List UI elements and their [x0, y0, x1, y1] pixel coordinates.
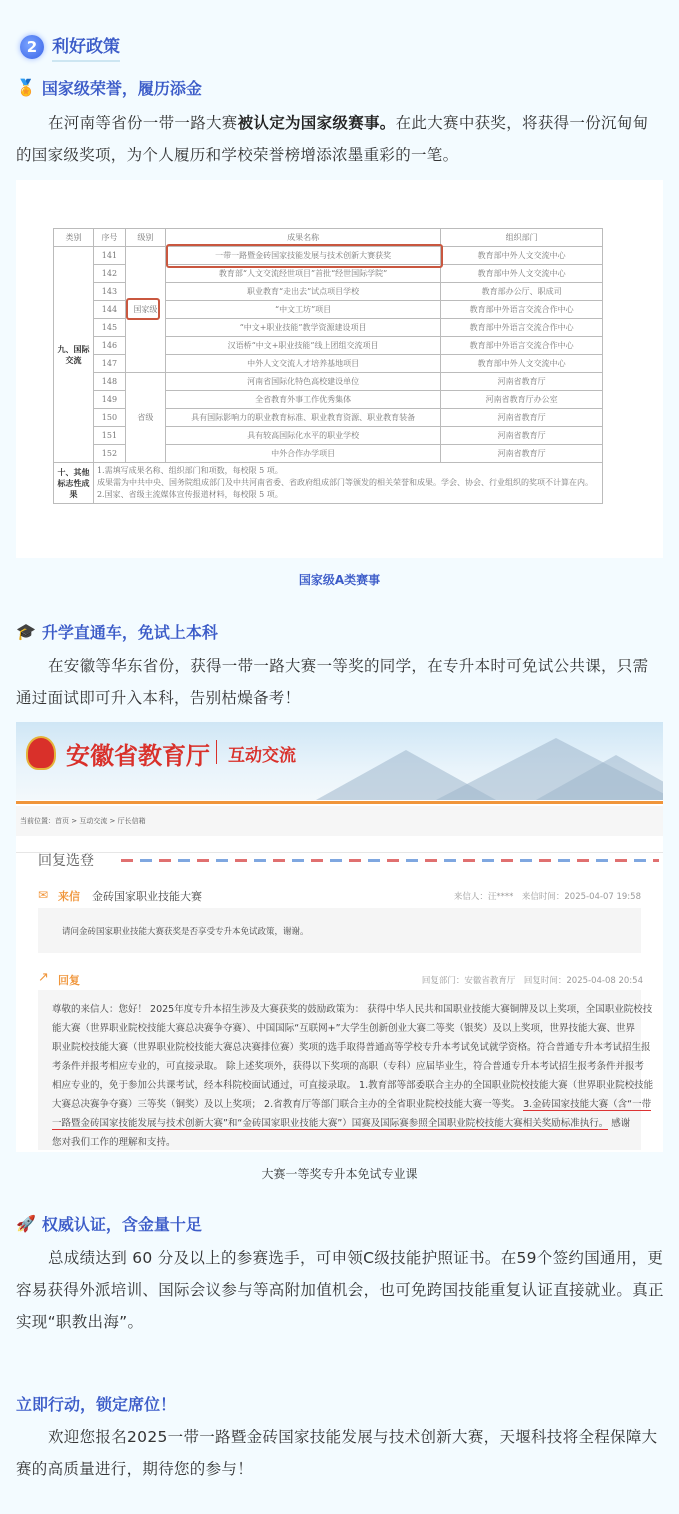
number-cell: 144: [93, 301, 125, 319]
org-cell: 河南省教育厅: [441, 445, 603, 463]
name-cell: 具有国际影响力的职业教育标准、职业教育资源、职业教育装备: [165, 409, 440, 427]
site-name: 安徽省教育厅: [66, 742, 210, 770]
caption-anhui: 大赛一等奖专升本免试专业课: [261, 1167, 418, 1181]
org-cell: 教育部中外语言交流合作中心: [441, 319, 603, 337]
org-cell: 教育部中外人文交流中心: [441, 265, 603, 283]
name-cell: 教育部“人文交流经世项目”首批“经世国际学院”: [165, 265, 440, 283]
number-cell: 143: [93, 283, 125, 301]
banner-divider: [16, 801, 663, 804]
graduation-cap-icon: 🎓: [16, 622, 36, 641]
national-emblem-icon: [26, 736, 56, 770]
name-cell: 全省教育外事工作优秀集体: [165, 391, 440, 409]
table-row: [54, 373, 603, 391]
medal-icon: 🏅: [16, 78, 36, 97]
name-cell: “中文+职业技能”教学资源建设项目: [165, 319, 440, 337]
org-cell: 教育部中外语言交流合作中心: [441, 301, 603, 319]
number-cell: 146: [93, 337, 125, 355]
org-cell: 河南省教育厅: [441, 427, 603, 445]
name-cell: 具有较高国际化水平的职业学校: [165, 427, 440, 445]
paragraph-national-honor: 在河南等省份一带一路大赛被认定为国家级赛事。在此大赛中获奖，将获得一份沉甸甸的国家级奖项，为个人履历和学校荣誉榜增添浓墨重彩的一笔。: [16, 114, 649, 164]
site-banner: [16, 722, 663, 800]
section-number-badge: 2: [20, 35, 44, 59]
name-cell: 一带一路暨金砖国家技能发展与技术创新大赛获奖: [165, 247, 440, 265]
table-header: 成果名称: [165, 229, 440, 247]
letter-meta: 来信人：汪**** 来信时间：2025-04-07 19:58: [453, 892, 641, 902]
table-header: 级别: [125, 229, 165, 247]
category-cell: 十、其他标志性成果: [54, 463, 94, 504]
national-list-image: [16, 180, 663, 558]
achievement-table: [53, 228, 603, 504]
heading-national-honor: 🏅 国家级荣誉，履历添金: [16, 78, 202, 98]
org-cell: 教育部办公厅、职成司: [441, 283, 603, 301]
breadcrumb: 当前位置：首页 > 互动交流 > 厅长信箱: [16, 806, 663, 836]
reply-label: 回复: [58, 974, 80, 987]
reply-section-title: 回复选登: [38, 853, 94, 869]
name-cell: 职业教育“走出去”试点项目学校: [165, 283, 440, 301]
number-cell: 151: [93, 427, 125, 445]
letter-label: 来信: [58, 890, 80, 903]
number-cell: 152: [93, 445, 125, 463]
name-cell: 汉语桥“中文+职业技能”线上团组交流项目: [165, 337, 440, 355]
reply-icon: ↗: [38, 970, 49, 985]
category-cell: 九、国际交流: [54, 247, 94, 463]
reply-body: 尊敬的来信人：您好！ 2025年度专升本招生涉及大赛获奖的鼓励政策为： 获得中华人民共和国职业技能大赛铜牌及以上奖项，全国职业院校技 能大赛（世界职业院校技能大赛总决赛争夺赛）、中国国际“互联网+”大学生创新创业大赛二等奖（银奖）及以上奖项，世界技能大赛、世界 职业院校技能大赛（世界职业院校技能大赛总决赛排位赛）奖项的选手取得普通高等学校专升本考试免试就学资格。符合普通专升本考试招生报 考条件并报考相应专业的，可直接录取。 除上述奖项外，获得以下奖项的高职（专科）应届毕业生，符合普通专升本考试招生报考条件并报考 相应专业的，免于参加公共课考试，经本科院校面试通过，可直接录取。 1.教育部等部委联合主办的全国职业院校技能大赛（世界职业院校技能 大赛总决赛争夺赛）三等奖（铜奖）及以上奖项； 2.省教育厅等部门联合主办的全省职业院校技能大赛一等奖。 3.金砖国家技能大赛（含“一带 一路暨金砖国家技能发展与技术创新大赛”和“金砖国家职业技能大赛”）国赛及国际赛参照全国职业院校技能大赛相关奖励标准执行。 感谢 您对我们工作的理解和支持。: [52, 1004, 654, 1148]
org-cell: 教育部中外人文交流中心: [441, 355, 603, 373]
name-cell: “中文工坊”项目: [165, 301, 440, 319]
org-cell: 河南省教育厅: [441, 373, 603, 391]
rocket-icon: 🚀: [16, 1214, 36, 1233]
number-cell: 145: [93, 319, 125, 337]
name-cell: 中外合作办学项目: [165, 445, 440, 463]
mail-icon: ✉: [38, 888, 49, 902]
caption-national: 国家级A类赛事: [298, 573, 381, 587]
name-cell: 中外人文交流人才培养基地项目: [165, 355, 440, 373]
org-cell: 河南省教育厅: [441, 409, 603, 427]
section-header: [20, 32, 120, 62]
org-cell: 河南省教育厅办公室: [441, 391, 603, 409]
number-cell: 148: [93, 373, 125, 391]
highlight-box: [126, 298, 160, 320]
table-header: 组织部门: [441, 229, 603, 247]
number-cell: 142: [93, 265, 125, 283]
paragraph-certification: 总成绩达到 60 分及以上的参赛选手，可申领C级技能护照证书。在59个签约国通用，更容易获得外派培训、国际会议参与等高附加值机会，也可免跨国技能重复认证直接就业。真正实现“职教出海”。: [16, 1249, 664, 1331]
table-header: 类别: [54, 229, 94, 247]
org-cell: 教育部中外语言交流合作中心: [441, 337, 603, 355]
paragraph-cta: 欢迎您报名2025一带一路暨金砖国家技能发展与技术创新大赛，天堰科技将全程保障大赛的高质量进行，期待您的参与！: [16, 1428, 658, 1478]
number-cell: 147: [93, 355, 125, 373]
notes-cell: 1.需填写成果名称、组织部门和项数，每校限 5 项。 成果需为中共中央、国务院组成部门及中共河南省委、省政府组成部门等颁发的相关荣誉和成果。学会、协会、行业组织的奖项不计算在内。 2.国家、省级主流媒体宣传报道材料，每校限 5 项。: [93, 463, 602, 504]
org-cell: 教育部中外人文交流中心: [441, 247, 603, 265]
letter-body: 请问金砖国家职业技能大赛获奖是否享受专升本免试政策，谢谢。: [62, 927, 309, 937]
name-cell: 河南省国际化特色高校建设单位: [165, 373, 440, 391]
heading-certification: 🚀 权威认证，含金量十足: [16, 1214, 202, 1234]
level-cell: 国家级: [125, 247, 165, 373]
number-cell: 150: [93, 409, 125, 427]
letter-title: 金砖国家职业技能大赛: [92, 890, 202, 903]
section-title: 利好政策: [52, 32, 120, 62]
highlight-box: [166, 244, 443, 268]
paragraph-upgrade: 在安徽等华东省份，获得一带一路大赛一等奖的同学，在专升本时可免试公共课，只需通过面试即可升入本科，告别枯燥备考！: [16, 657, 649, 707]
table-row: [54, 463, 603, 504]
dashed-divider: [121, 859, 659, 862]
number-cell: 149: [93, 391, 125, 409]
site-section: 互动交流: [228, 746, 296, 766]
level-cell: 省级: [125, 373, 165, 463]
heading-upgrade: 🎓 升学直通车，免试上本科: [16, 622, 218, 642]
anhui-screenshot-image: [16, 722, 663, 1152]
reply-meta: 回复部门：安徽省教育厅 回复时间：2025-04-08 20:54: [421, 976, 643, 986]
heading-cta: 立即行动，锁定席位！: [16, 1395, 177, 1414]
table-header: 序号: [93, 229, 125, 247]
number-cell: 141: [93, 247, 125, 265]
